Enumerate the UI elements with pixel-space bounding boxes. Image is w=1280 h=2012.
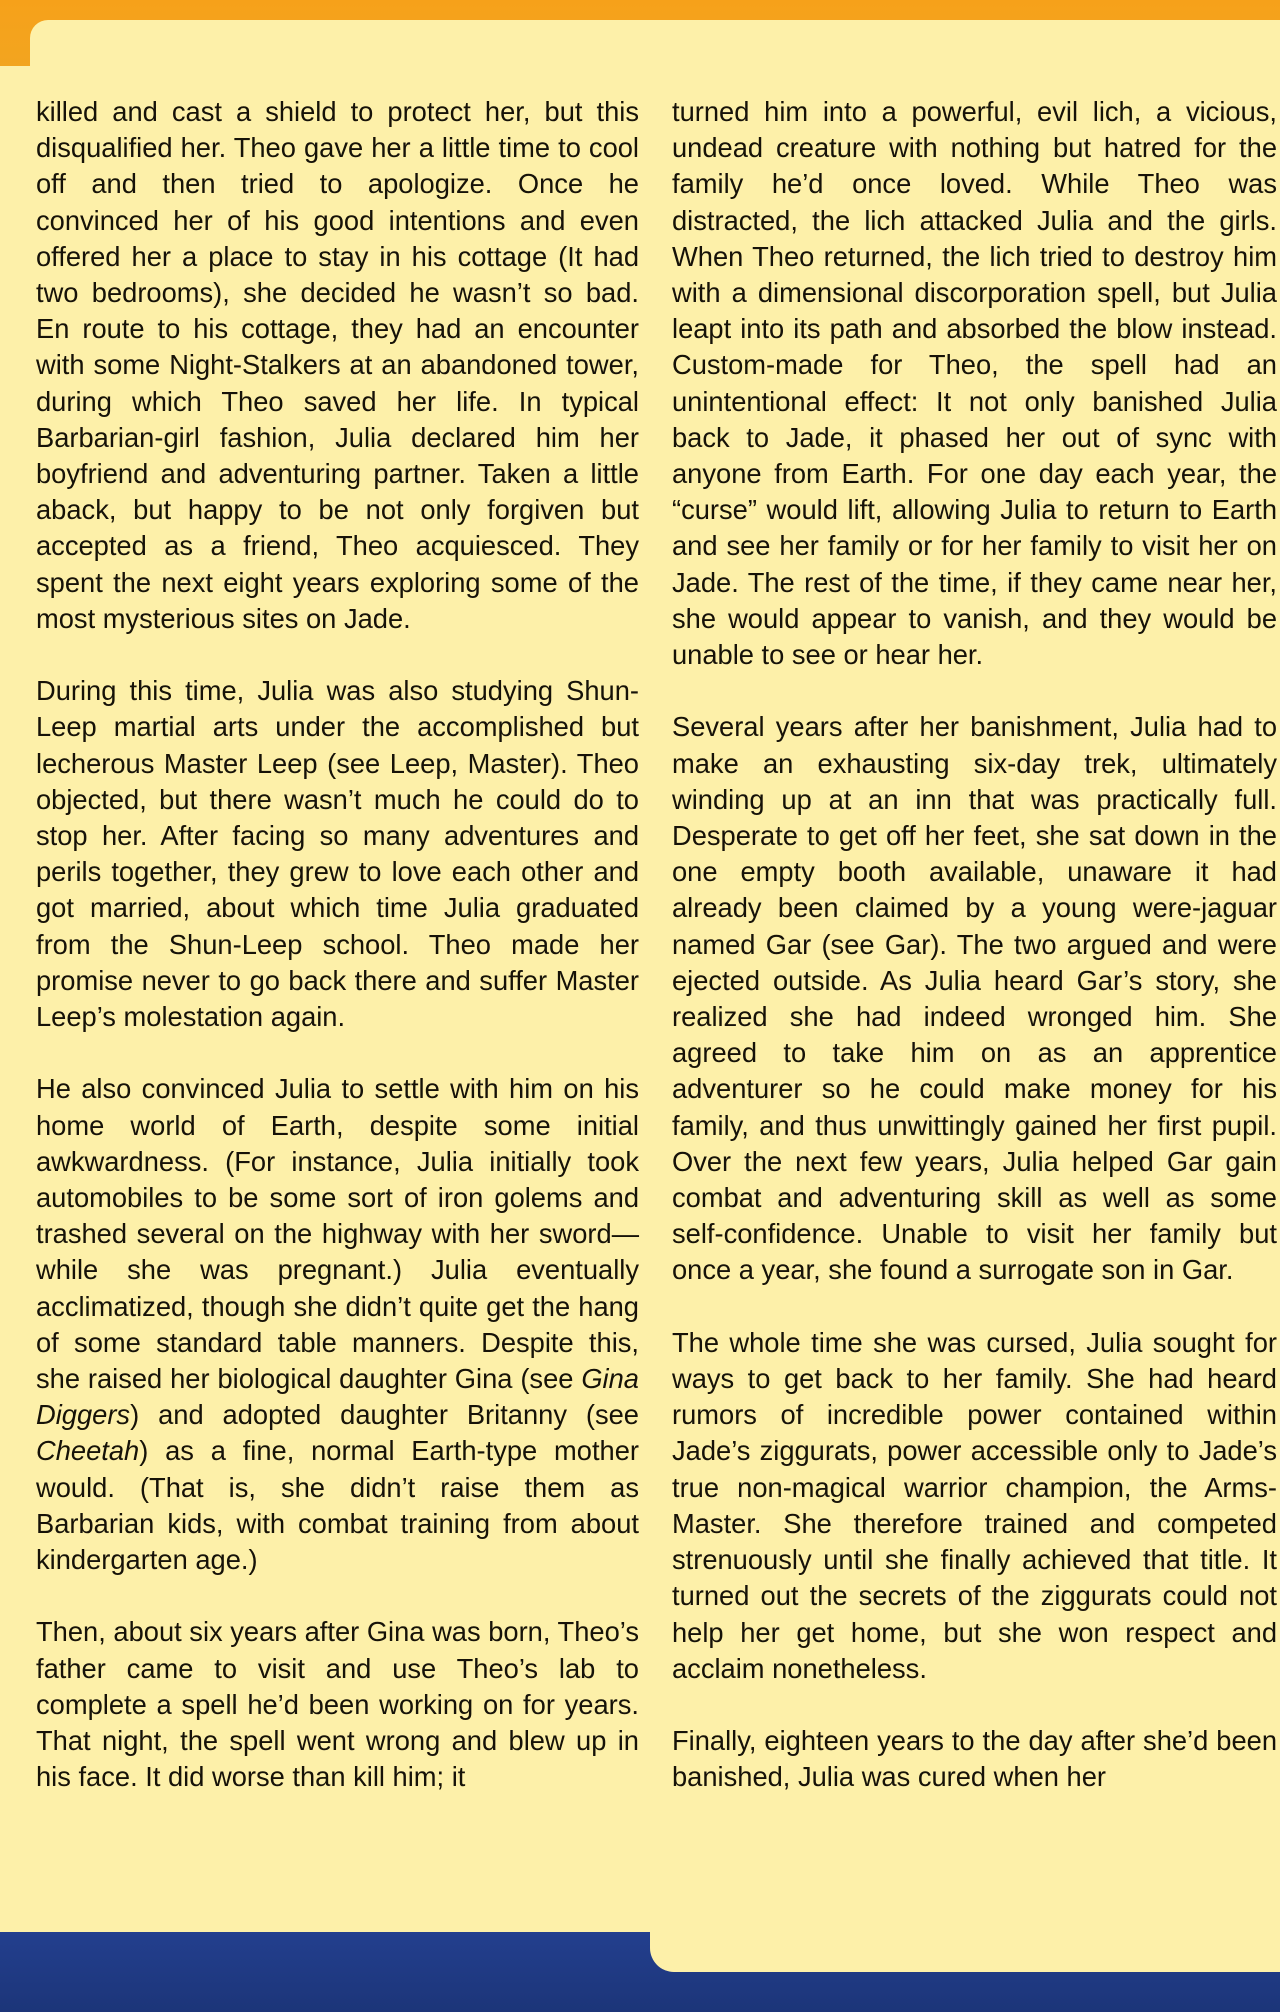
paragraph-text: ) and adopted daughter Britanny (see	[130, 1399, 639, 1431]
paragraph-text: ) as a fine, normal Earth-type mother would. (That is, she didn’t raise them as Barbarian kids, with combat training from about kindergarten age.)	[36, 1435, 639, 1576]
reference-cheetah: Cheetah	[36, 1435, 140, 1467]
left-column	[36, 94, 639, 1796]
right-paragraph-4: Finally, eighteen years to the day after she’d been banished, Julia was cured when her	[672, 1725, 1277, 1793]
left-paragraph-1: killed and cast a shield to protect her, but this disqualified her. Theo gave her a little time to cool off and then tried to apologize. Once he convinced her of his good intentions and even offered her a place to stay in his cottage (It had two bedrooms), she decided he wasn’t so bad. En route to his cottage, they had an encounter with some Night-Stalkers at an abandoned tower, during which Theo saved her life. In typical Barbarian-girl fashion, Julia declared him her boyfriend and adventuring partner. Taken a little aback, but happy to be not only forgiven but accepted as a friend, Theo acquiesced. They spent the next eight years exploring some of the most mysterious sites on Jade.	[36, 96, 639, 634]
left-paragraph-4: Then, about six years after Gina was born, Theo’s father came to visit and use Theo’s lab to complete a spell he’d been working on for years. That night, the spell went wrong and blew up in his face. It did worse than kill him; it	[36, 1616, 639, 1793]
reference-gina-diggers: Gina Diggers	[36, 1363, 639, 1431]
left-paragraph-2: During this time, Julia was also studying Shun-Leep martial arts under the accomplished but lecherous Master Leep (see Leep, Master). Theo objected, but there wasn’t much he could do to stop her. After facing so many adventures and perils together, they grew to love each other and got married, about which time Julia graduated from the Shun-Leep school. Theo made her promise never to go back there and suffer Master Leep’s molestation again.	[36, 675, 639, 1033]
left-paragraph-3	[36, 1071, 639, 1578]
paper-tab	[30, 20, 1280, 70]
paragraph-text: He also convinced Julia to settle with him on his home world of Earth, despite some initial awkwardness. (For instance, Julia initially took automobiles to be some sort of iron golems and trashed several on the highway with her sword—while she was pregnant.) Julia eventually acclimatized, though she didn’t quite get the hang of some standard table manners. Despite this, she raised her biological daughter Gina (see	[36, 1073, 639, 1395]
paper-bottom-edge-left	[0, 1920, 660, 1932]
right-paragraph-2: Several years after her banishment, Julia had to make an exhausting six-day trek, ultimately winding up at an inn that was practically full. Desperate to get off her feet, she sat down in the one empty booth available, unaware it had already been claimed by a young were-jaguar named Gar (see Gar). The two argued and were ejected outside. As Julia heard Gar’s story, she realized she had indeed wronged him. She agreed to take him on as an apprentice adventurer so he could make money for his family, and thus unwittingly gained her first pupil. Over the next few years, Julia helped Gar gain combat and adventuring skill as well as some self-confidence. Unable to visit her family but once a year, she found a surrogate son in Gar.	[672, 711, 1277, 1286]
right-column	[672, 94, 1277, 1796]
right-paragraph-1: turned him into a powerful, evil lich, a vicious, undead creature with nothing but hatred for the family he’d once loved. While Theo was distracted, the lich attacked Julia and the girls. When Theo returned, the lich tried to destroy him with a dimensional discorporation spell, but Julia leapt into its path and absorbed the blow instead. Custom-made for Theo, the spell had an unintentional effect: It not only banished Julia back to Jade, it phased her out of sync with anyone from Earth. For one day each year, the “curse” would lift, allowing Julia to return to Earth and see her family or for her family to visit her on Jade. The rest of the time, if they came near her, she would appear to vanish, and they would be unable to see or hear her.	[672, 96, 1277, 671]
right-paragraph-3: The whole time she was cursed, Julia sought for ways to get back to her family. She had heard rumors of incredible power contained within Jade’s ziggurats, power accessible only to Jade’s true non-magical warrior champion, the Arms-Master. She therefore trained and competed strenuously until she finally achieved that title. It turned out the secrets of the ziggurats could not help her get home, but she won respect and acclaim nonetheless.	[672, 1326, 1277, 1684]
paper-bottom-edge-right	[650, 1920, 1280, 1972]
